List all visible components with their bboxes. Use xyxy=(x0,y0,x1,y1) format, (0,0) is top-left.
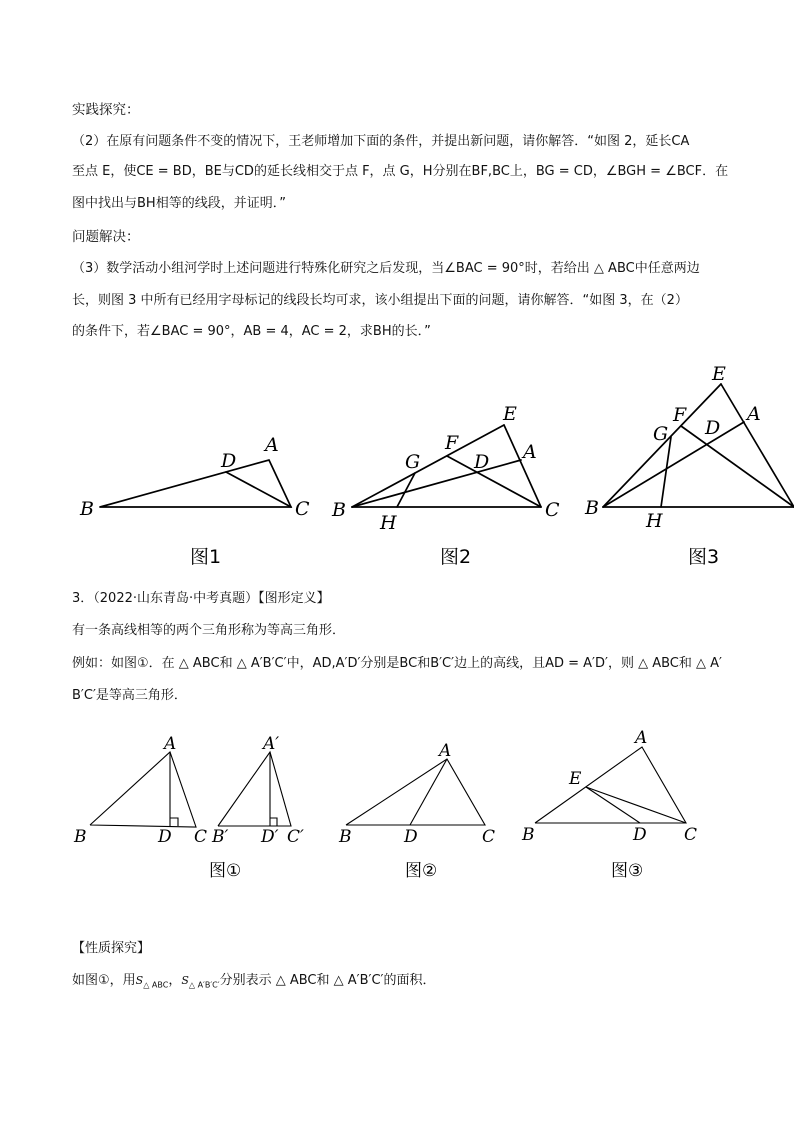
figc2-label-d: D xyxy=(404,827,418,847)
figc3-segment-ed xyxy=(586,787,640,823)
definition-text: 有一条高线相等的两个三角形称为等高三角形． xyxy=(72,623,346,638)
fig3-label-h: H xyxy=(646,510,663,532)
figc2-caption: 图② xyxy=(405,861,438,881)
figure-circled-2 xyxy=(338,741,495,881)
fig3-label-b: B xyxy=(585,497,599,519)
fig3-segment-ba xyxy=(603,422,744,507)
figc3-segment-ec xyxy=(586,787,686,823)
question-3-header: 3．（2022·山东青岛·中考真题）【图形定义】 xyxy=(72,591,330,606)
figc2-label-c: C xyxy=(482,827,496,847)
property-text xyxy=(72,972,436,995)
figc1-triangle-abc xyxy=(90,752,196,827)
area-symbol-abc: S xyxy=(135,974,144,987)
fig1-label-c: C xyxy=(295,498,310,520)
figc1-right-angle-mark-2 xyxy=(270,818,277,826)
fig3-label-d: D xyxy=(705,417,721,439)
figc3-caption: 图③ xyxy=(611,861,644,881)
figc1-caption: 图① xyxy=(209,861,242,881)
fig1-segment-cd xyxy=(226,472,291,507)
fig3-caption: 图3 xyxy=(688,546,720,568)
figc2-segment-ad xyxy=(410,759,447,825)
fig3-label-f: F xyxy=(673,404,687,426)
property-text-sep: ， xyxy=(168,973,182,988)
fig2-label-c: C xyxy=(545,499,560,521)
fig2-label-e: E xyxy=(503,403,517,425)
figc3-triangle-abc xyxy=(535,747,686,823)
fig1-label-b: B xyxy=(80,498,94,520)
figc1-label-a-prime: A′ xyxy=(263,734,280,754)
fig2-label-f: F xyxy=(445,432,459,454)
figc1-label-a: A xyxy=(164,734,177,754)
figc1-label-d-prime: D′ xyxy=(261,827,279,847)
figure-circled-1 xyxy=(73,734,304,881)
question-3-line-3: 的条件下，若∠BAC = 90°，AB = 4，AC = 2，求BH的长．” xyxy=(72,324,431,339)
fig2-label-g: G xyxy=(405,451,421,473)
fig3-label-g: G xyxy=(653,423,669,445)
question-2-line-3: 图中找出与BH相等的线段，并证明．” xyxy=(72,196,286,211)
figc1-label-c: C xyxy=(194,827,208,847)
section-heading-practice: 实践探究： xyxy=(72,102,140,118)
fig1-label-d: D xyxy=(221,450,237,472)
question-2-line-1: （2）在原有问题条件不变的情况下，王老师增加下面的条件，并提出新问题，请你解答．“如图 2，延长CA xyxy=(72,134,690,149)
fig3-segment-fc xyxy=(681,426,794,507)
area-subscript-abc: △ ABC xyxy=(143,980,169,990)
figc1-label-d: D xyxy=(158,827,172,847)
figure-2 xyxy=(331,403,560,568)
example-line-2: B′C′是等高三角形． xyxy=(72,688,187,703)
figc3-label-e: E xyxy=(569,769,582,789)
fig3-label-e: E xyxy=(712,363,726,385)
fig2-segment-ec xyxy=(504,425,541,507)
figc1-label-b-prime: B′ xyxy=(212,827,229,847)
fig1-caption: 图1 xyxy=(190,546,222,568)
fig1-triangle-abc xyxy=(100,460,291,507)
figc3-label-b: B xyxy=(522,825,535,845)
property-text-suffix: 分别表示 △ ABC和 △ A′B′C′的面积． xyxy=(219,973,436,988)
fig3-label-a: A xyxy=(747,403,761,425)
property-text-prefix: 如图①，用 xyxy=(72,973,136,988)
question-2-line-2: 至点 E，使CE = BD，BE与CD的延长线相交于点 F，点 G，H分别在BF,BC上，BG = CD，∠BGH = ∠BCF．在 xyxy=(72,164,729,179)
section-heading-solve: 问题解决： xyxy=(72,229,140,245)
fig2-label-b: B xyxy=(332,499,346,521)
figure-circled-3 xyxy=(521,728,697,881)
fig2-label-a: A xyxy=(523,441,537,463)
example-line-1: 例如：如图①．在 △ ABC和 △ A′B′C′中，AD,A′D′分别是BC和B′C′边上的高线，且AD = A′D′，则 △ ABC和 △ A′ xyxy=(72,656,722,671)
figc1-right-angle-mark xyxy=(170,818,178,826)
figc3-label-d: D xyxy=(633,825,647,845)
figure-3 xyxy=(584,363,794,568)
figc1-label-c-prime: C′ xyxy=(287,827,304,847)
figc2-label-b: B xyxy=(339,827,352,847)
fig3-segment-be xyxy=(603,384,721,507)
figc3-label-a: A xyxy=(635,728,648,748)
area-symbol-a2b2c2: S xyxy=(181,974,189,987)
area-subscript-a2b2c2: △ A′B′C′ xyxy=(188,980,220,990)
fig2-caption: 图2 xyxy=(440,546,472,568)
question-3-line-2: 长，则图 3 中所有已经用字母标记的线段长均可求，该小组提出下面的问题，请你解答．“如图 3，在（2） xyxy=(72,293,688,308)
question-3-line-1: （3）数学活动小组河学时上述问题进行特殊化研究之后发现，当∠BAC = 90°时，若给出 △ ABC中任意两边 xyxy=(72,261,700,276)
fig2-label-h: H xyxy=(380,512,397,534)
fig2-segment-fc xyxy=(447,456,541,507)
figc3-label-c: C xyxy=(684,825,698,845)
fig2-label-d: D xyxy=(474,451,490,473)
figc1-label-b: B xyxy=(74,827,87,847)
figc1-triangle-a2b2c2 xyxy=(218,752,291,826)
property-heading: 【性质探究】 xyxy=(72,941,151,956)
fig1-label-a: A xyxy=(265,434,279,456)
figc2-label-a: A xyxy=(439,741,452,761)
fig2-segment-ba xyxy=(352,460,521,507)
figure-1 xyxy=(79,434,310,568)
